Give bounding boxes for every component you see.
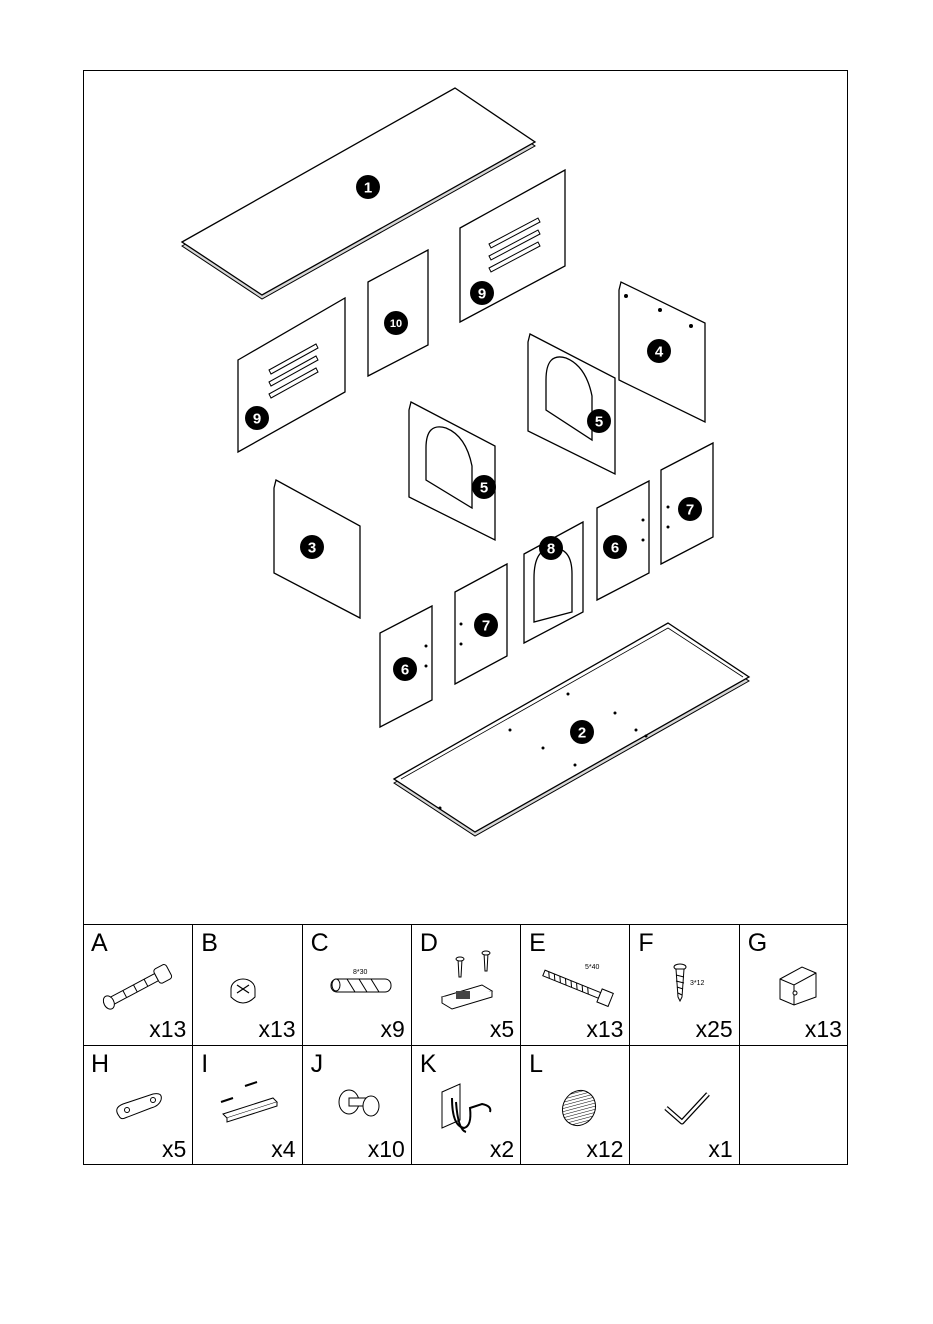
part-cell-f: [629, 924, 738, 1045]
part-cell-k: [411, 1045, 520, 1166]
panel-number-badge: [647, 339, 671, 363]
part-quantity: x12: [586, 1136, 624, 1162]
exploded-view-diagram: [83, 70, 848, 925]
part-cell-c: [302, 924, 411, 1045]
panel-number-badge: [472, 475, 496, 499]
part-quantity: x2: [489, 1136, 515, 1162]
svg-text:5: 5: [479, 479, 489, 497]
panel-number-badge: [393, 657, 417, 681]
panel-number-badge: [570, 720, 594, 744]
dowel-size-label: 8*30: [352, 969, 367, 976]
panel-number-badge: [603, 535, 627, 559]
part-cell-b: [192, 924, 301, 1045]
part-quantity: x25: [695, 1015, 733, 1042]
panel-number-badge: [470, 281, 494, 305]
panel-number-badge: [384, 311, 408, 335]
svg-text:8: 8: [546, 540, 556, 558]
part-cell-j: [302, 1045, 411, 1166]
part-cell-empty: [739, 1045, 848, 1166]
part-letter: F: [638, 929, 654, 957]
panel-number-badge: [356, 175, 380, 199]
panel-number-badge: [474, 613, 498, 637]
part-letter: I: [201, 1049, 209, 1078]
svg-text:6: 6: [400, 661, 410, 679]
part-quantity: x5: [161, 1136, 187, 1162]
svg-text:7: 7: [685, 501, 695, 519]
part-letter: E: [529, 929, 546, 957]
part-quantity: x4: [271, 1136, 296, 1162]
part-letter: J: [310, 1049, 324, 1078]
svg-text:2: 2: [577, 724, 587, 742]
part-letter: H: [91, 1049, 110, 1078]
hardware-parts-table: [83, 924, 848, 1165]
part-letter: A: [91, 929, 108, 957]
part-quantity: x10: [367, 1136, 405, 1162]
svg-text:3: 3: [307, 539, 317, 557]
part-quantity: x13: [149, 1015, 187, 1042]
panel-number-badge: [300, 535, 324, 559]
part-cell-h: [83, 1045, 192, 1166]
part-quantity: x13: [586, 1015, 624, 1042]
svg-text:9: 9: [477, 285, 487, 303]
svg-text:10: 10: [389, 318, 403, 330]
part-letter: C: [310, 929, 329, 957]
part-cell-e: [520, 924, 629, 1045]
panel-5-upper: [528, 334, 615, 474]
panel-5-lower: [409, 402, 495, 540]
svg-text:1: 1: [363, 179, 373, 197]
part-letter: D: [419, 929, 438, 957]
part-quantity: x9: [380, 1015, 405, 1042]
part-cell-a: [83, 924, 192, 1045]
part-quantity: x13: [804, 1015, 842, 1042]
svg-text:9: 9: [252, 410, 262, 428]
part-letter: L: [529, 1049, 544, 1078]
screw-size-label: 5*40: [585, 964, 600, 971]
panel-number-badge: [539, 536, 563, 560]
screw-size-label: 3*12: [690, 980, 705, 987]
part-cell-d: [411, 924, 520, 1045]
part-cell-g: [739, 924, 848, 1045]
part-cell-i: [192, 1045, 301, 1166]
part-letter: G: [747, 929, 768, 957]
panel-number-badge: [587, 409, 611, 433]
part-quantity: x1: [708, 1136, 733, 1162]
part-cell-l: [520, 1045, 629, 1166]
panel-number-badge: [678, 497, 702, 521]
svg-text:5: 5: [594, 413, 604, 431]
panel-number-badge: [245, 406, 269, 430]
svg-text:4: 4: [654, 343, 664, 361]
part-quantity: x5: [489, 1015, 515, 1042]
svg-text:6: 6: [610, 539, 620, 557]
part-cell-allen-key: [629, 1045, 738, 1166]
part-letter: B: [201, 929, 218, 957]
part-letter: K: [419, 1049, 437, 1078]
svg-text:7: 7: [481, 617, 491, 635]
part-quantity: x13: [258, 1015, 296, 1042]
